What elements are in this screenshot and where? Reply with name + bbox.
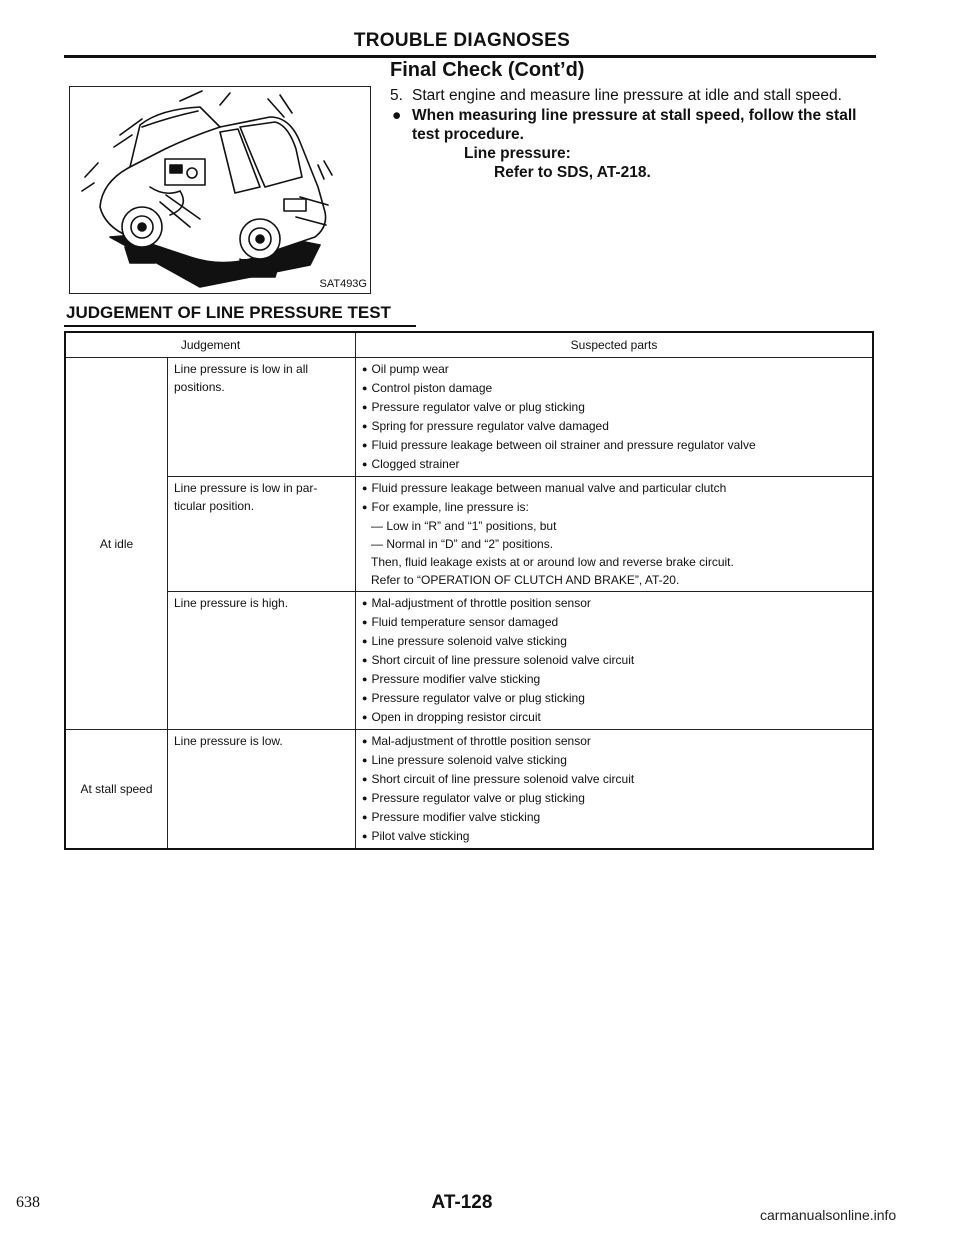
stall-test-text: When measuring line pressure at stall speed, follow the stall test procedure. [412, 107, 857, 143]
judgement-cell: Line pressure is low in par- ticular position. [168, 477, 356, 592]
list-item: ● Short circuit of line pressure solenoid valve circuit [362, 651, 866, 670]
page-reference: AT-128 [431, 1192, 493, 1213]
list-item: ● Fluid pressure leakage between oil strainer and pressure regulator valve [362, 436, 866, 455]
figure-code: SAT493G [319, 278, 367, 290]
figure-box [69, 86, 371, 294]
list-item: ● Pressure modifier valve sticking [362, 670, 866, 689]
header-rule [64, 55, 876, 58]
table-header-row [65, 332, 873, 358]
list-item: ● For example, line pressure is: [362, 498, 866, 517]
list-item: ● Line pressure solenoid valve sticking [362, 751, 866, 770]
list-item: ● Clogged strainer [362, 455, 866, 474]
list-item: ● Mal-adjustment of throttle position sensor [362, 732, 866, 751]
list-item: ● Spring for pressure regulator valve damaged [362, 417, 866, 436]
list-item: ● Pilot valve sticking [362, 827, 866, 846]
section-title: Final Check (Cont’d) [390, 59, 585, 81]
step-5-text: Start engine and measure line pressure at idle and stall speed. [412, 87, 842, 104]
table-row [65, 730, 873, 850]
suspected-parts-cell [356, 477, 874, 592]
list-item: ● Fluid pressure leakage between manual valve and particular clutch [362, 479, 866, 498]
list-item: ● Short circuit of line pressure solenoid valve circuit [362, 770, 866, 789]
watermark-text: carmanualsonline.info [760, 1207, 897, 1223]
list-item: ● Open in dropping resistor circuit [362, 708, 866, 727]
table-title-rule [64, 325, 416, 327]
page-number: 638 [16, 1194, 40, 1211]
stall-test-note [390, 106, 880, 182]
list-item: ● Mal-adjustment of throttle position sensor [362, 594, 866, 613]
list-item: ● Pressure regulator valve or plug sticking [362, 689, 866, 708]
car-on-jack-stands-icon [70, 87, 370, 293]
list-item: ● Pressure modifier valve sticking [362, 808, 866, 827]
line-pressure-judgement-table [64, 331, 874, 850]
page-header-title: TROUBLE DIAGNOSES [353, 30, 571, 51]
suspected-parts-cell [356, 592, 874, 730]
judgement-cell: Line pressure is high. [168, 592, 356, 730]
table-row [65, 592, 873, 730]
bullet-icon: ● [392, 107, 402, 124]
condition-at-idle: At idle [65, 358, 168, 730]
list-item: ● Control piston damage [362, 379, 866, 398]
table-row [65, 477, 873, 592]
suspected-parts-cell [356, 730, 874, 850]
condition-at-stall-speed: At stall speed [65, 730, 168, 850]
list-item: — Low in “R” and “1” positions, but [371, 519, 557, 533]
list-item: Then, fluid leakage exists at or around low and reverse brake circuit. [371, 555, 734, 569]
list-item: Refer to “OPERATION OF CLUTCH AND BRAKE”, AT-20. [371, 573, 680, 587]
table-row [65, 358, 873, 477]
list-item: ● Line pressure solenoid valve sticking [362, 632, 866, 651]
list-item: ● Fluid temperature sensor damaged [362, 613, 866, 632]
line-pressure-reference: Refer to SDS, AT-218. [494, 164, 651, 181]
judgement-cell: Line pressure is low in all positions. [168, 358, 356, 477]
list-item: ● Pressure regulator valve or plug sticking [362, 398, 866, 417]
header-judgement: Judgement [65, 332, 356, 358]
list-item: — Normal in “D” and “2” positions. [371, 537, 554, 551]
judgement-cell: Line pressure is low. [168, 730, 356, 850]
suspected-parts-cell [356, 358, 874, 477]
procedure-steps [390, 86, 880, 182]
step-5 [390, 86, 880, 105]
step-number: 5. [390, 87, 403, 104]
table-title: JUDGEMENT OF LINE PRESSURE TEST [66, 303, 391, 322]
header-suspected-parts: Suspected parts [356, 332, 874, 358]
list-item: ● Pressure regulator valve or plug sticking [362, 789, 866, 808]
list-item: ● Oil pump wear [362, 360, 866, 379]
line-pressure-label: Line pressure: [464, 145, 571, 162]
